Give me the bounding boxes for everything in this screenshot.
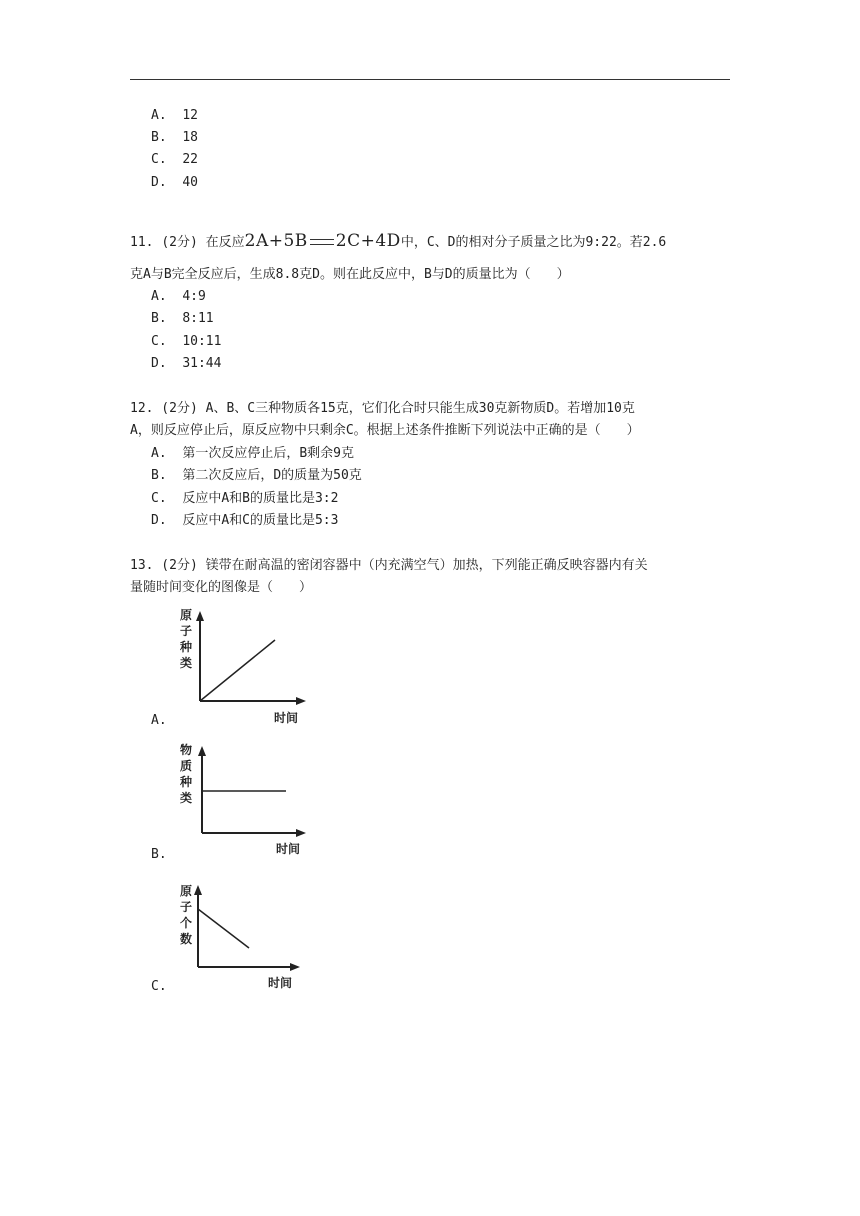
q10-option-c[interactable]: [151, 151, 198, 169]
option-letter: A.: [151, 289, 167, 304]
option-text: 8:11: [182, 311, 214, 326]
y-axis-arrow: [194, 885, 202, 895]
option-text: 22: [182, 152, 198, 167]
option-text: 12: [182, 108, 198, 123]
trend-line: [200, 640, 275, 701]
option-letter: D.: [151, 513, 167, 528]
option-text: 4:9: [182, 289, 206, 304]
q12-option-a[interactable]: [151, 445, 354, 463]
y-axis-arrow: [196, 611, 204, 621]
y-label-char: 类: [180, 791, 193, 805]
y-axis-arrow: [198, 746, 206, 756]
option-text: 40: [182, 175, 198, 190]
graph-b[interactable]: [176, 740, 316, 860]
q11-option-c[interactable]: [151, 333, 221, 351]
y-label-char: 种: [180, 640, 193, 654]
q11-stem-line2: 克A与B完全反应后，生成8.8克D。则在此反应中，B与D的质量比为（ ）: [130, 267, 570, 282]
x-label: 时间: [268, 976, 293, 990]
q13-stem-line2: 量随时间变化的图像是（ ）: [130, 580, 313, 595]
q10-option-a[interactable]: [151, 107, 198, 125]
question-number: 11.: [130, 235, 154, 250]
x-axis-arrow: [296, 697, 306, 705]
y-label-char: 种: [180, 775, 193, 789]
x-label: 时间: [276, 842, 301, 856]
equation-products: 2C+4D: [335, 231, 401, 251]
q10-option-d[interactable]: [151, 174, 198, 192]
option-letter: C.: [151, 334, 167, 349]
q12-option-c[interactable]: [151, 490, 338, 508]
q12-option-d[interactable]: [151, 512, 338, 530]
equation-reactants: 2A+5B: [244, 231, 308, 251]
option-letter: D.: [151, 175, 167, 190]
graph-c-label: C.: [151, 979, 167, 994]
question-score: (2分): [161, 235, 198, 250]
option-letter: A.: [151, 446, 167, 461]
option-letter: A.: [151, 108, 167, 123]
q12-stem-line2: A，则反应停止后，原反应物中只剩余C。根据上述条件推断下列说法中正确的是（ ）: [130, 423, 640, 438]
graph-a-label: A.: [151, 713, 167, 728]
option-text: 反应中A和B的质量比是3:2: [182, 491, 339, 506]
q11-option-b[interactable]: [151, 310, 214, 328]
option-letter: C.: [151, 152, 167, 167]
y-label-char: 物: [180, 743, 193, 757]
stem-text: 中，C、D的相对分子质量之比为9:22。若2.6: [400, 235, 667, 250]
y-label-char: 原: [180, 884, 193, 898]
q12-stem-line1: 12. (2分) A、B、C三种物质各15克，它们化合时只能生成30克新物质D。若增加10克: [130, 401, 635, 416]
graph-b-label: B.: [151, 847, 167, 862]
y-label-char: 个: [180, 916, 193, 930]
option-letter: C.: [151, 491, 167, 506]
q11-option-d[interactable]: [151, 355, 221, 373]
option-text: 18: [182, 130, 198, 145]
reaction-equation: [245, 231, 401, 251]
equals-sign: [310, 239, 334, 245]
y-label-char: 子: [180, 624, 193, 638]
option-letter: B.: [151, 130, 167, 145]
graph-a[interactable]: [176, 605, 316, 725]
option-letter: B.: [151, 311, 167, 326]
stem-text: 在反应: [205, 235, 245, 250]
option-letter: D.: [151, 356, 167, 371]
option-text: 31:44: [182, 356, 222, 371]
option-text: 第一次反应停止后，B剩余9克: [182, 446, 354, 461]
x-axis-arrow: [296, 829, 306, 837]
x-axis-arrow: [290, 963, 300, 971]
graph-c[interactable]: [176, 879, 316, 999]
q12-option-b[interactable]: [151, 467, 362, 485]
q13-stem-line1: 13. (2分) 镁带在耐高温的密闭容器中（内充满空气）加热，下列能正确反映容器内有关: [130, 558, 648, 573]
option-text: 第二次反应后，D的质量为50克: [182, 468, 362, 483]
trend-line: [198, 909, 249, 948]
y-label-char: 类: [180, 656, 193, 670]
y-label-char: 数: [180, 932, 193, 946]
y-label-char: 子: [180, 900, 193, 914]
q11-option-a[interactable]: [151, 288, 206, 306]
option-text: 10:11: [182, 334, 222, 349]
q11-stem-line1: [130, 232, 730, 252]
y-label-char: 原: [180, 608, 193, 622]
option-text: 反应中A和C的质量比是5:3: [182, 513, 339, 528]
y-label-char: 质: [180, 759, 193, 773]
option-letter: B.: [151, 468, 167, 483]
header-rule: [130, 79, 730, 80]
q10-option-b[interactable]: [151, 129, 198, 147]
x-label: 时间: [274, 711, 299, 725]
